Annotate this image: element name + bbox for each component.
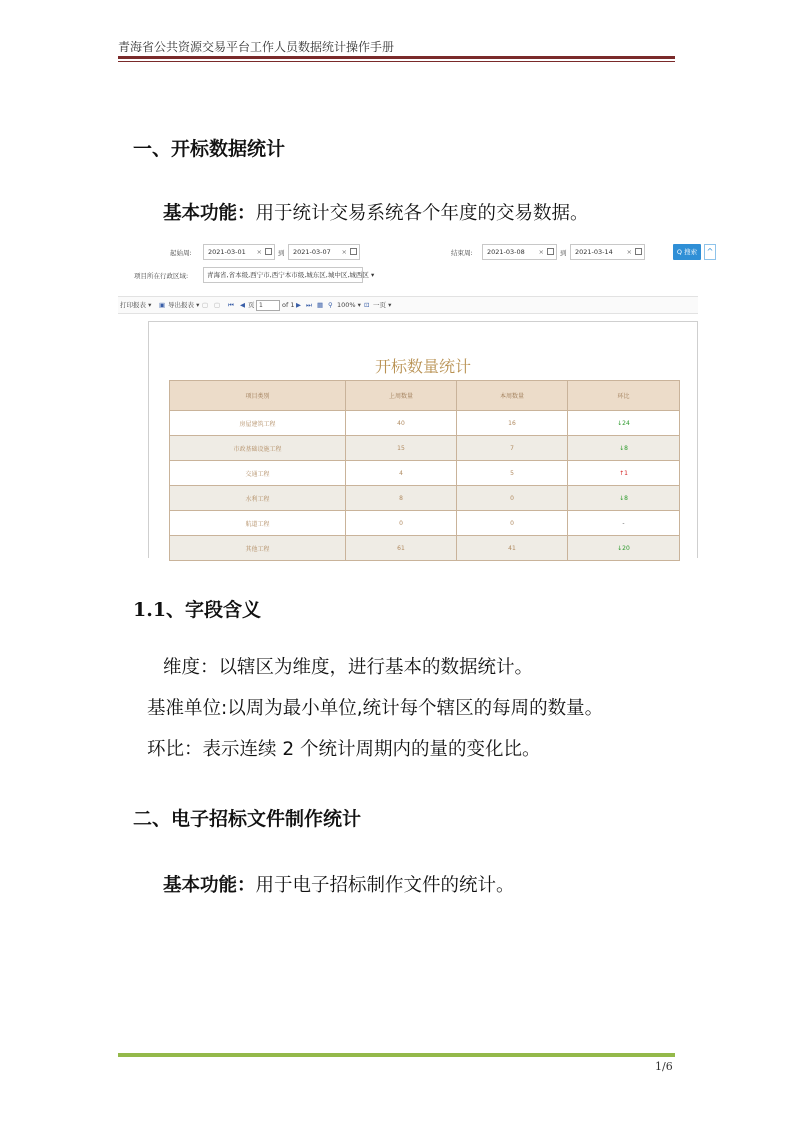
calendar-icon[interactable] bbox=[265, 248, 272, 255]
dimension-text: 维度：以辖区为维度，进行基本的数据统计。 bbox=[163, 657, 534, 678]
column-header: 上周数量 bbox=[346, 381, 457, 411]
ratio-cell: ↓8 bbox=[568, 436, 680, 461]
start-to-input[interactable] bbox=[288, 244, 360, 260]
table-header-row bbox=[170, 381, 680, 411]
print-report-button[interactable]: 打印报表 ▾ bbox=[120, 301, 152, 309]
ratio-cell: ↑1 bbox=[568, 461, 680, 486]
section2-function-label: 基本功能： bbox=[163, 875, 256, 896]
report-area bbox=[148, 321, 698, 558]
base-unit-text: 基准单位:以周为最小单位,统计每个辖区的每周的数量。 bbox=[147, 698, 604, 719]
header-rule-thick bbox=[118, 56, 675, 59]
this-week-cell: 7 bbox=[457, 436, 568, 461]
this-week-cell: 41 bbox=[457, 536, 568, 561]
category-cell: 市政基础设施工程 bbox=[170, 436, 346, 461]
end-from-value: 2021-03-08 bbox=[487, 248, 525, 256]
page-view-icon[interactable]: ⊡ bbox=[364, 301, 370, 309]
grid-icon[interactable]: ▦ bbox=[317, 301, 324, 309]
page-of-label: of 1 bbox=[282, 301, 295, 309]
to-word: 到 bbox=[278, 249, 285, 257]
header-rule-thin bbox=[118, 61, 675, 62]
section1-1-heading: 1.1、字段含义 bbox=[133, 599, 262, 621]
report-title: 开标数量统计 bbox=[374, 357, 471, 376]
category-cell: 房屋建筑工程 bbox=[170, 411, 346, 436]
section1-function bbox=[163, 199, 589, 225]
prev-page-icon[interactable]: ◀ bbox=[240, 301, 245, 309]
clear-icon[interactable]: × bbox=[341, 248, 347, 256]
end-to-input[interactable] bbox=[570, 244, 645, 260]
calendar-icon[interactable] bbox=[635, 248, 642, 255]
end-from-input[interactable] bbox=[482, 244, 557, 260]
start-from-input[interactable] bbox=[203, 244, 275, 260]
to-word: 到 bbox=[560, 249, 567, 257]
section2-function bbox=[163, 871, 515, 897]
ratio-cell: ↓24 bbox=[568, 411, 680, 436]
embedded-screenshot bbox=[118, 236, 714, 558]
table-row bbox=[170, 436, 680, 461]
last-week-cell: 8 bbox=[346, 486, 457, 511]
this-week-cell: 0 bbox=[457, 486, 568, 511]
last-week-cell: 40 bbox=[346, 411, 457, 436]
footer-rule bbox=[118, 1053, 675, 1057]
copy-icon[interactable]: ▢ bbox=[202, 301, 209, 309]
clear-icon[interactable]: × bbox=[256, 248, 262, 256]
column-header: 环比 bbox=[568, 381, 680, 411]
table-row bbox=[170, 536, 680, 561]
collapse-button[interactable]: ^ bbox=[704, 244, 716, 260]
view-select[interactable]: 一页 ▾ bbox=[373, 301, 392, 309]
stats-table bbox=[169, 380, 680, 561]
last-week-cell: 0 bbox=[346, 511, 457, 536]
section2-function-text: 用于电子招标制作文件的统计。 bbox=[255, 875, 515, 896]
save-icon[interactable]: ▣ bbox=[159, 301, 166, 309]
ratio-cell: - bbox=[568, 511, 680, 536]
category-cell: 交通工程 bbox=[170, 461, 346, 486]
calendar-icon[interactable] bbox=[547, 248, 554, 255]
report-toolbar bbox=[118, 296, 698, 314]
table-row bbox=[170, 511, 680, 536]
clear-icon[interactable]: × bbox=[538, 248, 544, 256]
start-to-value: 2021-03-07 bbox=[293, 248, 331, 256]
table-row bbox=[170, 411, 680, 436]
section2-heading: 二、电子招标文件制作统计 bbox=[133, 808, 362, 830]
last-week-cell: 61 bbox=[346, 536, 457, 561]
section1-function-label: 基本功能： bbox=[163, 203, 256, 224]
export-report-button[interactable]: 导出报表 ▾ bbox=[168, 301, 200, 309]
last-week-cell: 15 bbox=[346, 436, 457, 461]
paste-icon[interactable]: ▢ bbox=[214, 301, 221, 309]
category-cell: 水利工程 bbox=[170, 486, 346, 511]
category-cell: 航道工程 bbox=[170, 511, 346, 536]
zoom-icon[interactable]: ⚲ bbox=[328, 301, 333, 309]
next-page-icon[interactable]: ▶ bbox=[296, 301, 301, 309]
ratio-cell: ↓8 bbox=[568, 486, 680, 511]
category-cell: 其他工程 bbox=[170, 536, 346, 561]
table-row bbox=[170, 486, 680, 511]
end-week-label: 结束周: bbox=[451, 249, 473, 257]
first-page-icon[interactable]: ⏮ bbox=[228, 301, 234, 309]
calendar-icon[interactable] bbox=[350, 248, 357, 255]
ratio-text: 环比：表示连续 2 个统计周期内的量的变化比。 bbox=[147, 739, 541, 760]
end-to-value: 2021-03-14 bbox=[575, 248, 613, 256]
column-header: 本周数量 bbox=[457, 381, 568, 411]
clear-icon[interactable]: × bbox=[626, 248, 632, 256]
start-week-label: 起始周: bbox=[170, 249, 192, 257]
region-label: 项目所在行政区域: bbox=[134, 272, 189, 280]
ratio-cell: ↓20 bbox=[568, 536, 680, 561]
running-header: 青海省公共资源交易平台工作人员数据统计操作手册 bbox=[118, 40, 395, 54]
section1-heading: 一、开标数据统计 bbox=[133, 138, 286, 160]
zoom-select[interactable]: 100% ▾ bbox=[337, 301, 361, 309]
table-row bbox=[170, 461, 680, 486]
page-word: 页 bbox=[248, 301, 255, 309]
page-number: 1/6 bbox=[655, 1060, 673, 1073]
last-week-cell: 4 bbox=[346, 461, 457, 486]
this-week-cell: 5 bbox=[457, 461, 568, 486]
this-week-cell: 0 bbox=[457, 511, 568, 536]
section1-function-text: 用于统计交易系统各个年度的交易数据。 bbox=[255, 203, 589, 224]
page-number-input[interactable]: 1 bbox=[256, 300, 280, 311]
column-header: 项目类别 bbox=[170, 381, 346, 411]
last-page-icon[interactable]: ⏭ bbox=[306, 301, 312, 309]
search-button[interactable]: Q 搜索 bbox=[673, 244, 701, 260]
region-select[interactable]: 青海省,省本级,西宁市,西宁本市级,城东区,城中区,城西区 ▾ bbox=[203, 267, 363, 283]
start-from-value: 2021-03-01 bbox=[208, 248, 246, 256]
this-week-cell: 16 bbox=[457, 411, 568, 436]
